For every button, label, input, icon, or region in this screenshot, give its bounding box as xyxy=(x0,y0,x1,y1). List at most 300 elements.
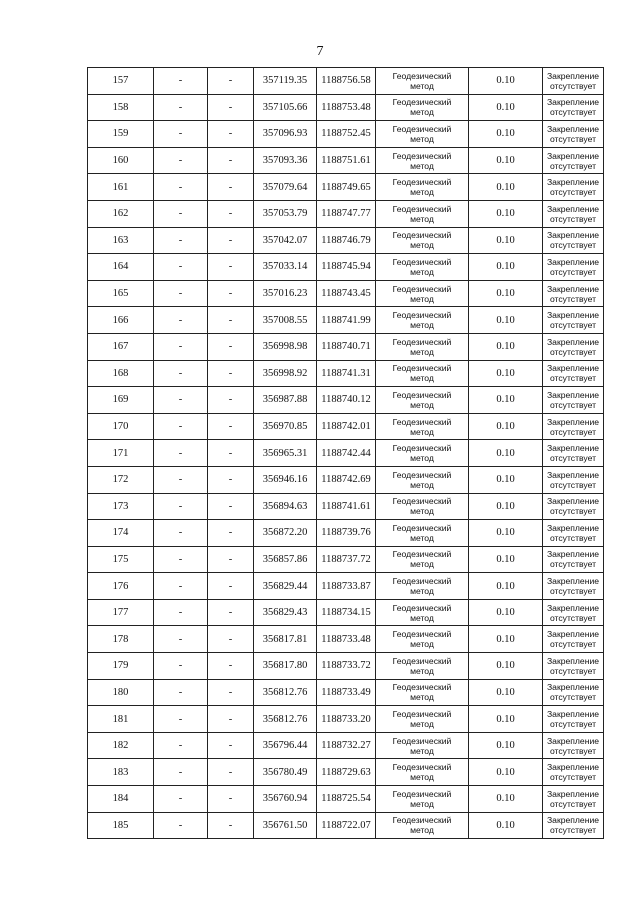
fixation-cell xyxy=(543,254,604,281)
fixation-cell-line: Закрепление xyxy=(546,576,600,587)
fixation-cell-line: Закрепление xyxy=(546,788,600,799)
empty-value-cell: - xyxy=(208,174,254,201)
x-coordinate-cell: 356817.81 xyxy=(254,626,317,653)
x-coordinate-cell: 356761.50 xyxy=(254,812,317,839)
empty-value-cell: - xyxy=(154,387,208,414)
coordinates-table xyxy=(87,67,604,839)
empty-value-cell: - xyxy=(154,466,208,493)
empty-value-cell: - xyxy=(154,360,208,387)
fixation-cell-line: Закрепление xyxy=(546,203,600,214)
x-coordinate-cell: 357105.66 xyxy=(254,94,317,121)
point-number-cell: 175 xyxy=(88,546,154,573)
x-coordinate-cell: 356829.44 xyxy=(254,573,317,600)
y-coordinate-cell: 1188743.45 xyxy=(317,280,376,307)
y-coordinate-cell: 1188740.71 xyxy=(317,333,376,360)
method-cell-line: метод xyxy=(410,399,434,410)
empty-value-cell: - xyxy=(208,387,254,414)
method-cell-line: метод xyxy=(410,293,434,304)
fixation-cell-line: Закрепление xyxy=(546,655,600,666)
method-cell-line: Геодезический xyxy=(392,735,452,746)
method-cell-line: Геодезический xyxy=(392,150,452,161)
empty-value-cell: - xyxy=(154,200,208,227)
fixation-cell xyxy=(543,466,604,493)
x-coordinate-cell: 356829.43 xyxy=(254,599,317,626)
y-coordinate-cell: 1188742.69 xyxy=(317,466,376,493)
fixation-cell xyxy=(543,493,604,520)
method-cell-line: Геодезический xyxy=(392,443,452,454)
fixation-cell-line: Закрепление xyxy=(546,363,600,374)
method-cell xyxy=(376,174,469,201)
x-coordinate-cell: 356998.98 xyxy=(254,333,317,360)
method-cell-line: Геодезический xyxy=(392,389,452,400)
method-cell-line: Геодезический xyxy=(392,97,452,108)
empty-value-cell: - xyxy=(208,573,254,600)
fixation-cell xyxy=(543,94,604,121)
fixation-cell-line: отсутствует xyxy=(549,453,597,464)
table-row xyxy=(88,413,604,440)
method-cell xyxy=(376,812,469,839)
fixation-cell-line: отсутствует xyxy=(549,612,597,623)
precision-cell: 0.10 xyxy=(469,786,543,813)
fixation-cell-line: Закрепление xyxy=(546,416,600,427)
method-cell-line: метод xyxy=(410,80,434,91)
method-cell-line: Геодезический xyxy=(392,655,452,666)
table-row xyxy=(88,280,604,307)
x-coordinate-cell: 357096.93 xyxy=(254,121,317,148)
empty-value-cell: - xyxy=(208,200,254,227)
fixation-cell-line: Закрепление xyxy=(546,150,600,161)
table-row xyxy=(88,626,604,653)
empty-value-cell: - xyxy=(154,812,208,839)
y-coordinate-cell: 1188745.94 xyxy=(317,254,376,281)
empty-value-cell: - xyxy=(154,520,208,547)
fixation-cell xyxy=(543,227,604,254)
fixation-cell-line: Закрепление xyxy=(546,469,600,480)
fixation-cell xyxy=(543,440,604,467)
table-row xyxy=(88,147,604,174)
fixation-cell-line: отсутствует xyxy=(549,586,597,597)
fixation-cell-line: Закрепление xyxy=(546,256,600,267)
point-number-cell: 169 xyxy=(88,387,154,414)
method-cell-line: метод xyxy=(410,559,434,570)
precision-cell: 0.10 xyxy=(469,466,543,493)
table-row xyxy=(88,546,604,573)
y-coordinate-cell: 1188751.61 xyxy=(317,147,376,174)
precision-cell: 0.10 xyxy=(469,360,543,387)
x-coordinate-cell: 357053.79 xyxy=(254,200,317,227)
fixation-cell-line: Закрепление xyxy=(546,602,600,613)
point-number-cell: 168 xyxy=(88,360,154,387)
empty-value-cell: - xyxy=(208,147,254,174)
precision-cell: 0.10 xyxy=(469,573,543,600)
precision-cell: 0.10 xyxy=(469,493,543,520)
table-body xyxy=(88,68,604,839)
fixation-cell xyxy=(543,333,604,360)
method-cell xyxy=(376,227,469,254)
empty-value-cell: - xyxy=(154,599,208,626)
x-coordinate-cell: 356857.86 xyxy=(254,546,317,573)
method-cell-line: Геодезический xyxy=(392,682,452,693)
fixation-cell xyxy=(543,413,604,440)
precision-cell: 0.10 xyxy=(469,387,543,414)
y-coordinate-cell: 1188753.48 xyxy=(317,94,376,121)
y-coordinate-cell: 1188749.65 xyxy=(317,174,376,201)
fixation-cell-line: Закрепление xyxy=(546,389,600,400)
empty-value-cell: - xyxy=(154,706,208,733)
y-coordinate-cell: 1188742.44 xyxy=(317,440,376,467)
empty-value-cell: - xyxy=(154,546,208,573)
fixation-cell-line: отсутствует xyxy=(549,639,597,650)
y-coordinate-cell: 1188732.27 xyxy=(317,732,376,759)
method-cell-line: Геодезический xyxy=(392,762,452,773)
method-cell xyxy=(376,147,469,174)
fixation-cell-line: Закрепление xyxy=(546,522,600,533)
fixation-cell-line: отсутствует xyxy=(549,719,597,730)
fixation-cell xyxy=(543,307,604,334)
y-coordinate-cell: 1188746.79 xyxy=(317,227,376,254)
point-number-cell: 164 xyxy=(88,254,154,281)
empty-value-cell: - xyxy=(154,493,208,520)
y-coordinate-cell: 1188739.76 xyxy=(317,520,376,547)
fixation-cell xyxy=(543,387,604,414)
method-cell-line: метод xyxy=(410,213,434,224)
method-cell-line: Геодезический xyxy=(392,549,452,560)
method-cell-line: Геодезический xyxy=(392,203,452,214)
fixation-cell-line: Закрепление xyxy=(546,177,600,188)
method-cell-line: метод xyxy=(410,266,434,277)
empty-value-cell: - xyxy=(154,121,208,148)
method-cell-line: Геодезический xyxy=(392,283,452,294)
method-cell-line: Геодезический xyxy=(392,469,452,480)
method-cell xyxy=(376,280,469,307)
empty-value-cell: - xyxy=(208,121,254,148)
x-coordinate-cell: 356780.49 xyxy=(254,759,317,786)
empty-value-cell: - xyxy=(208,440,254,467)
empty-value-cell: - xyxy=(154,679,208,706)
empty-value-cell: - xyxy=(208,546,254,573)
x-coordinate-cell: 356946.16 xyxy=(254,466,317,493)
empty-value-cell: - xyxy=(154,413,208,440)
x-coordinate-cell: 356796.44 xyxy=(254,732,317,759)
fixation-cell-line: Закрепление xyxy=(546,70,600,81)
point-number-cell: 159 xyxy=(88,121,154,148)
y-coordinate-cell: 1188734.15 xyxy=(317,599,376,626)
x-coordinate-cell: 356894.63 xyxy=(254,493,317,520)
x-coordinate-cell: 356987.88 xyxy=(254,387,317,414)
precision-cell: 0.10 xyxy=(469,333,543,360)
fixation-cell-line: отсутствует xyxy=(549,107,597,118)
precision-cell: 0.10 xyxy=(469,68,543,95)
fixation-cell xyxy=(543,147,604,174)
y-coordinate-cell: 1188742.01 xyxy=(317,413,376,440)
fixation-cell xyxy=(543,68,604,95)
empty-value-cell: - xyxy=(208,227,254,254)
empty-value-cell: - xyxy=(208,360,254,387)
method-cell-line: метод xyxy=(410,453,434,464)
y-coordinate-cell: 1188741.31 xyxy=(317,360,376,387)
method-cell xyxy=(376,413,469,440)
point-number-cell: 163 xyxy=(88,227,154,254)
fixation-cell-line: Закрепление xyxy=(546,815,600,826)
method-cell-line: метод xyxy=(410,798,434,809)
empty-value-cell: - xyxy=(208,280,254,307)
method-cell xyxy=(376,520,469,547)
method-cell-line: Геодезический xyxy=(392,576,452,587)
empty-value-cell: - xyxy=(154,280,208,307)
method-cell-line: Геодезический xyxy=(392,177,452,188)
table-row xyxy=(88,200,604,227)
method-cell-line: метод xyxy=(410,586,434,597)
fixation-cell-line: Закрепление xyxy=(546,97,600,108)
fixation-cell-line: отсутствует xyxy=(549,745,597,756)
fixation-cell-line: Закрепление xyxy=(546,709,600,720)
fixation-cell-line: отсутствует xyxy=(549,160,597,171)
precision-cell: 0.10 xyxy=(469,307,543,334)
table-row xyxy=(88,174,604,201)
method-cell xyxy=(376,599,469,626)
precision-cell: 0.10 xyxy=(469,147,543,174)
point-number-cell: 171 xyxy=(88,440,154,467)
precision-cell: 0.10 xyxy=(469,174,543,201)
point-number-cell: 183 xyxy=(88,759,154,786)
precision-cell: 0.10 xyxy=(469,121,543,148)
fixation-cell-line: отсутствует xyxy=(549,240,597,251)
empty-value-cell: - xyxy=(208,599,254,626)
method-cell-line: метод xyxy=(410,320,434,331)
empty-value-cell: - xyxy=(154,147,208,174)
precision-cell: 0.10 xyxy=(469,413,543,440)
precision-cell: 0.10 xyxy=(469,599,543,626)
y-coordinate-cell: 1188740.12 xyxy=(317,387,376,414)
x-coordinate-cell: 357093.36 xyxy=(254,147,317,174)
table-row xyxy=(88,520,604,547)
empty-value-cell: - xyxy=(154,786,208,813)
empty-value-cell: - xyxy=(154,759,208,786)
empty-value-cell: - xyxy=(208,520,254,547)
fixation-cell-line: отсутствует xyxy=(549,692,597,703)
method-cell-line: метод xyxy=(410,160,434,171)
fixation-cell xyxy=(543,520,604,547)
fixation-cell-line: отсутствует xyxy=(549,479,597,490)
empty-value-cell: - xyxy=(154,307,208,334)
method-cell-line: Геодезический xyxy=(392,602,452,613)
point-number-cell: 170 xyxy=(88,413,154,440)
empty-value-cell: - xyxy=(208,706,254,733)
x-coordinate-cell: 357033.14 xyxy=(254,254,317,281)
empty-value-cell: - xyxy=(154,573,208,600)
method-cell xyxy=(376,68,469,95)
y-coordinate-cell: 1188729.63 xyxy=(317,759,376,786)
fixation-cell-line: отсутствует xyxy=(549,213,597,224)
method-cell-line: метод xyxy=(410,772,434,783)
method-cell-line: Геодезический xyxy=(392,416,452,427)
y-coordinate-cell: 1188733.48 xyxy=(317,626,376,653)
y-coordinate-cell: 1188733.87 xyxy=(317,573,376,600)
y-coordinate-cell: 1188741.99 xyxy=(317,307,376,334)
y-coordinate-cell: 1188752.45 xyxy=(317,121,376,148)
precision-cell: 0.10 xyxy=(469,94,543,121)
table-row xyxy=(88,706,604,733)
table-row xyxy=(88,812,604,839)
method-cell-line: Геодезический xyxy=(392,70,452,81)
method-cell xyxy=(376,387,469,414)
table-row xyxy=(88,786,604,813)
method-cell-line: Геодезический xyxy=(392,709,452,720)
precision-cell: 0.10 xyxy=(469,200,543,227)
fixation-cell-line: отсутствует xyxy=(549,559,597,570)
empty-value-cell: - xyxy=(208,759,254,786)
method-cell-line: Геодезический xyxy=(392,496,452,507)
method-cell-line: Геодезический xyxy=(392,230,452,241)
y-coordinate-cell: 1188733.20 xyxy=(317,706,376,733)
empty-value-cell: - xyxy=(154,227,208,254)
table-row xyxy=(88,732,604,759)
point-number-cell: 185 xyxy=(88,812,154,839)
precision-cell: 0.10 xyxy=(469,520,543,547)
empty-value-cell: - xyxy=(154,254,208,281)
x-coordinate-cell: 356965.31 xyxy=(254,440,317,467)
empty-value-cell: - xyxy=(154,732,208,759)
table-row xyxy=(88,360,604,387)
method-cell-line: Геодезический xyxy=(392,629,452,640)
y-coordinate-cell: 1188722.07 xyxy=(317,812,376,839)
point-number-cell: 178 xyxy=(88,626,154,653)
method-cell-line: Геодезический xyxy=(392,310,452,321)
point-number-cell: 176 xyxy=(88,573,154,600)
precision-cell: 0.10 xyxy=(469,653,543,680)
method-cell-line: метод xyxy=(410,745,434,756)
precision-cell: 0.10 xyxy=(469,706,543,733)
fixation-cell xyxy=(543,121,604,148)
method-cell xyxy=(376,493,469,520)
empty-value-cell: - xyxy=(208,307,254,334)
empty-value-cell: - xyxy=(154,174,208,201)
fixation-cell-line: Закрепление xyxy=(546,496,600,507)
x-coordinate-cell: 357119.35 xyxy=(254,68,317,95)
empty-value-cell: - xyxy=(208,679,254,706)
x-coordinate-cell: 356998.92 xyxy=(254,360,317,387)
point-number-cell: 157 xyxy=(88,68,154,95)
table-row xyxy=(88,333,604,360)
fixation-cell xyxy=(543,653,604,680)
point-number-cell: 177 xyxy=(88,599,154,626)
fixation-cell-line: отсутствует xyxy=(549,346,597,357)
fixation-cell-line: отсутствует xyxy=(549,532,597,543)
point-number-cell: 158 xyxy=(88,94,154,121)
table-row xyxy=(88,387,604,414)
y-coordinate-cell: 1188756.58 xyxy=(317,68,376,95)
point-number-cell: 179 xyxy=(88,653,154,680)
method-cell-line: метод xyxy=(410,240,434,251)
table-row xyxy=(88,254,604,281)
method-cell-line: Геодезический xyxy=(392,522,452,533)
precision-cell: 0.10 xyxy=(469,546,543,573)
fixation-cell-line: отсутствует xyxy=(549,665,597,676)
fixation-cell-line: Закрепление xyxy=(546,443,600,454)
x-coordinate-cell: 356817.80 xyxy=(254,653,317,680)
method-cell xyxy=(376,254,469,281)
point-number-cell: 166 xyxy=(88,307,154,334)
empty-value-cell: - xyxy=(208,333,254,360)
method-cell xyxy=(376,333,469,360)
method-cell xyxy=(376,653,469,680)
fixation-cell xyxy=(543,732,604,759)
method-cell xyxy=(376,759,469,786)
method-cell xyxy=(376,121,469,148)
table-row xyxy=(88,121,604,148)
point-number-cell: 182 xyxy=(88,732,154,759)
empty-value-cell: - xyxy=(208,413,254,440)
fixation-cell-line: отсутствует xyxy=(549,399,597,410)
y-coordinate-cell: 1188733.49 xyxy=(317,679,376,706)
fixation-cell-line: Закрепление xyxy=(546,283,600,294)
precision-cell: 0.10 xyxy=(469,254,543,281)
point-number-cell: 160 xyxy=(88,147,154,174)
fixation-cell-line: отсутствует xyxy=(549,293,597,304)
y-coordinate-cell: 1188747.77 xyxy=(317,200,376,227)
fixation-cell-line: отсутствует xyxy=(549,320,597,331)
x-coordinate-cell: 357008.55 xyxy=(254,307,317,334)
method-cell-line: Геодезический xyxy=(392,336,452,347)
x-coordinate-cell: 357042.07 xyxy=(254,227,317,254)
x-coordinate-cell: 357079.64 xyxy=(254,174,317,201)
method-cell-line: метод xyxy=(410,639,434,650)
method-cell xyxy=(376,307,469,334)
method-cell xyxy=(376,679,469,706)
method-cell-line: метод xyxy=(410,612,434,623)
x-coordinate-cell: 357016.23 xyxy=(254,280,317,307)
method-cell-line: метод xyxy=(410,426,434,437)
empty-value-cell: - xyxy=(154,440,208,467)
x-coordinate-cell: 356970.85 xyxy=(254,413,317,440)
precision-cell: 0.10 xyxy=(469,440,543,467)
table-row xyxy=(88,68,604,95)
fixation-cell-line: Закрепление xyxy=(546,549,600,560)
fixation-cell-line: отсутствует xyxy=(549,187,597,198)
y-coordinate-cell: 1188725.54 xyxy=(317,786,376,813)
method-cell-line: метод xyxy=(410,133,434,144)
precision-cell: 0.10 xyxy=(469,280,543,307)
method-cell-line: метод xyxy=(410,719,434,730)
method-cell-line: Геодезический xyxy=(392,363,452,374)
empty-value-cell: - xyxy=(208,254,254,281)
method-cell xyxy=(376,94,469,121)
method-cell xyxy=(376,732,469,759)
fixation-cell-line: отсутствует xyxy=(549,133,597,144)
table-row xyxy=(88,653,604,680)
fixation-cell xyxy=(543,626,604,653)
table-row xyxy=(88,759,604,786)
fixation-cell xyxy=(543,786,604,813)
method-cell xyxy=(376,706,469,733)
fixation-cell-line: отсутствует xyxy=(549,506,597,517)
precision-cell: 0.10 xyxy=(469,626,543,653)
fixation-cell-line: отсутствует xyxy=(549,373,597,384)
method-cell xyxy=(376,786,469,813)
x-coordinate-cell: 356812.76 xyxy=(254,679,317,706)
precision-cell: 0.10 xyxy=(469,759,543,786)
table-row xyxy=(88,466,604,493)
point-number-cell: 161 xyxy=(88,174,154,201)
point-number-cell: 184 xyxy=(88,786,154,813)
fixation-cell-line: отсутствует xyxy=(549,798,597,809)
fixation-cell xyxy=(543,812,604,839)
method-cell-line: метод xyxy=(410,479,434,490)
method-cell-line: метод xyxy=(410,107,434,118)
method-cell-line: метод xyxy=(410,825,434,836)
fixation-cell xyxy=(543,599,604,626)
empty-value-cell: - xyxy=(154,333,208,360)
